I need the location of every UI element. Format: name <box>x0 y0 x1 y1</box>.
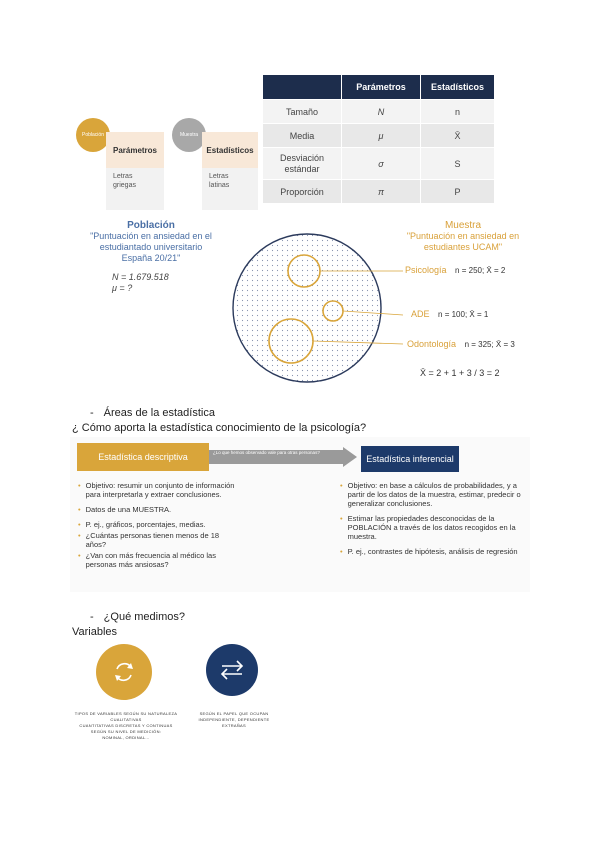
descriptive-point-text: ¿Van con más frecuencia al médico las personas más ansiosas? <box>85 551 216 569</box>
table-cell: N <box>342 100 421 124</box>
table-cell: X̄ <box>421 124 495 148</box>
group-name: ADE <box>411 309 430 319</box>
group-label <box>407 339 515 349</box>
table-cell: σ <box>342 148 421 180</box>
refresh-icon <box>111 659 137 685</box>
descriptive-banner-label: Estadística descriptiva <box>98 452 188 462</box>
population-block <box>76 220 226 264</box>
role-variables-badge <box>206 644 258 696</box>
parametros-card-body <box>106 168 164 210</box>
estadisticos-body-line: Letras <box>209 173 229 180</box>
descriptive-points <box>78 481 238 569</box>
estadisticos-card-head <box>202 132 258 168</box>
table-cell: π <box>342 180 421 204</box>
population-desc-line: estudiantado universitario <box>99 242 203 252</box>
list-item: • Datos de una MUESTRA. <box>78 505 172 514</box>
group-name: Psicología <box>405 265 447 275</box>
caption-line: CUANTITATIVAS DISCRETAS Y CONTINUAS <box>79 723 173 728</box>
population-desc-line: "Puntuación en ansiedad en el <box>90 231 212 241</box>
population-mu: μ = ? <box>112 283 133 293</box>
descriptive-point-text: P. ej., gráficos, porcentajes, medias. <box>85 520 206 529</box>
sample-description <box>398 231 528 253</box>
caption-line: NOMINAL, ORDINAL... <box>102 735 150 740</box>
list-item: • ¿Cuántas personas tienen menos de 18 años? <box>78 531 238 549</box>
caption-line: SEGÚN EL PAPEL QUE OCUPAN <box>199 711 269 716</box>
inferential-banner <box>361 446 459 472</box>
estadisticos-body-line: latinas <box>209 182 230 189</box>
table-cell: μ <box>342 124 421 148</box>
mean-calculation: X̄ = 2 + 1 + 3 / 3 = 2 <box>420 368 500 378</box>
population-desc-line: España 20/21" <box>121 253 181 263</box>
parametros-body-line: griegas <box>113 182 136 189</box>
estadisticos-card-title: Estadísticos <box>206 145 254 155</box>
group-name: Odontología <box>407 339 457 349</box>
table-cell: Proporción <box>263 180 342 204</box>
areas-question: ¿ Cómo aporta la estadística conocimiento de la psicología? <box>72 422 367 434</box>
table-cell: Tamaño <box>263 100 342 124</box>
caption-line: CUALITATIVAS <box>110 717 142 722</box>
sample-desc-line: estudiantes UCAM" <box>423 242 503 252</box>
sample-desc-line: "Puntuación en ansiedad en <box>406 231 520 241</box>
inferential-point-text: P. ej., contrastes de hipótesis, análisis de regresión <box>347 547 518 556</box>
sample-title: Muestra <box>444 220 482 231</box>
swap-arrows-icon <box>218 659 246 681</box>
inferential-point-text: Estimar las propiedades desconocidas de la POBLACIÓN a través de los datos recogidos en la muestra. <box>347 514 516 541</box>
nature-caption <box>74 711 178 741</box>
measure-subtitle: Variables <box>72 626 118 638</box>
descriptive-point-text: Objetivo: resumir un conjunto de información para interpretarla y extraer conclusiones. <box>85 481 235 499</box>
list-item: • Objetivo: en base a cálculos de probabilidades, y a partir de los datos de la muestra, estimar, predecir o generalizar conclusiones. <box>340 481 525 508</box>
population-description <box>76 231 226 264</box>
table-header-cell: Parámetros <box>342 75 421 100</box>
descriptive-point-text: Datos de una MUESTRA. <box>85 505 172 514</box>
list-item: • ¿Van con más frecuencia al médico las personas más ansiosas? <box>78 551 238 569</box>
sample-block <box>398 220 528 253</box>
list-item: • Estimar las propiedades desconocidas de la POBLACIÓN a través de los datos recogidos en la muestra. <box>340 514 525 541</box>
list-item: • P. ej., gráficos, porcentajes, medias. <box>78 520 206 529</box>
parametros-body-line: Letras <box>113 173 133 180</box>
group-label <box>411 309 488 319</box>
table-row <box>263 180 495 204</box>
table-cell: n <box>421 100 495 124</box>
caption-line: TIPOS DE VARIABLES SEGÚN SU NATURALEZA <box>74 711 178 716</box>
table-cell: Media <box>263 124 342 148</box>
table-row <box>263 100 495 124</box>
caption-line: INDEPENDIENTE, DEPENDIENTE <box>198 717 270 722</box>
population-params <box>112 272 169 294</box>
descriptive-banner <box>77 443 209 471</box>
caption-line: SEGÚN SU NIVEL DE MEDICIÓN: <box>90 729 162 734</box>
population-title: Población <box>127 220 175 231</box>
population-circle-label: Población <box>82 132 104 138</box>
estadisticos-card-body <box>202 168 258 210</box>
table-header-row <box>263 75 495 100</box>
parametros-card-head <box>106 132 164 168</box>
group-stat: n = 250; X̄ = 2 <box>455 266 506 275</box>
table-cell: Desviación estándar <box>263 148 342 180</box>
group-stat: n = 325; X̄ = 3 <box>464 340 515 349</box>
areas-title: Áreas de la estadística <box>103 407 215 419</box>
table-header-cell: Estadísticos <box>421 75 495 100</box>
population-big-circle <box>233 234 381 382</box>
role-caption <box>196 711 272 729</box>
table-cell: P <box>421 180 495 204</box>
inferential-points <box>340 481 525 556</box>
group-stat: n = 100; X̄ = 1 <box>438 310 489 319</box>
measure-title: ¿Qué medimos? <box>103 611 185 623</box>
parameters-table <box>262 74 495 204</box>
areas-bullet: - Áreas de la estadística <box>90 407 215 419</box>
inferential-point-text: Objetivo: en base a cálculos de probabilidades, y a partir de los datos de la muestra, estimar, predecir o generalizar conclusiones. <box>347 481 521 508</box>
measure-bullet: - ¿Qué medimos? <box>90 611 185 623</box>
parametros-card-title: Parámetros <box>112 145 158 155</box>
inferential-banner-label: Estadística inferencial <box>366 454 454 464</box>
sample-circle-label: Muestra <box>179 132 199 138</box>
population-circle <box>76 118 110 152</box>
arrow-question: ¿Lo que hemos observado vale para otras personas? <box>213 450 320 455</box>
population-diagram <box>215 228 415 388</box>
table-header-cell <box>263 75 342 100</box>
list-item: • Objetivo: resumir un conjunto de información para interpretarla y extraer conclusiones. <box>78 481 238 499</box>
descriptive-point-text: ¿Cuántas personas tienen menos de 18 años? <box>85 531 220 549</box>
table-cell: S <box>421 148 495 180</box>
nature-variables-badge <box>96 644 152 700</box>
table-row <box>263 148 495 180</box>
sample-circle <box>172 118 206 152</box>
population-n: N = 1.679.518 <box>112 272 169 282</box>
caption-line: EXTRAÑAS <box>222 723 246 728</box>
table-row <box>263 124 495 148</box>
list-item: • P. ej., contrastes de hipótesis, análisis de regresión <box>340 547 518 556</box>
group-label <box>405 265 505 275</box>
